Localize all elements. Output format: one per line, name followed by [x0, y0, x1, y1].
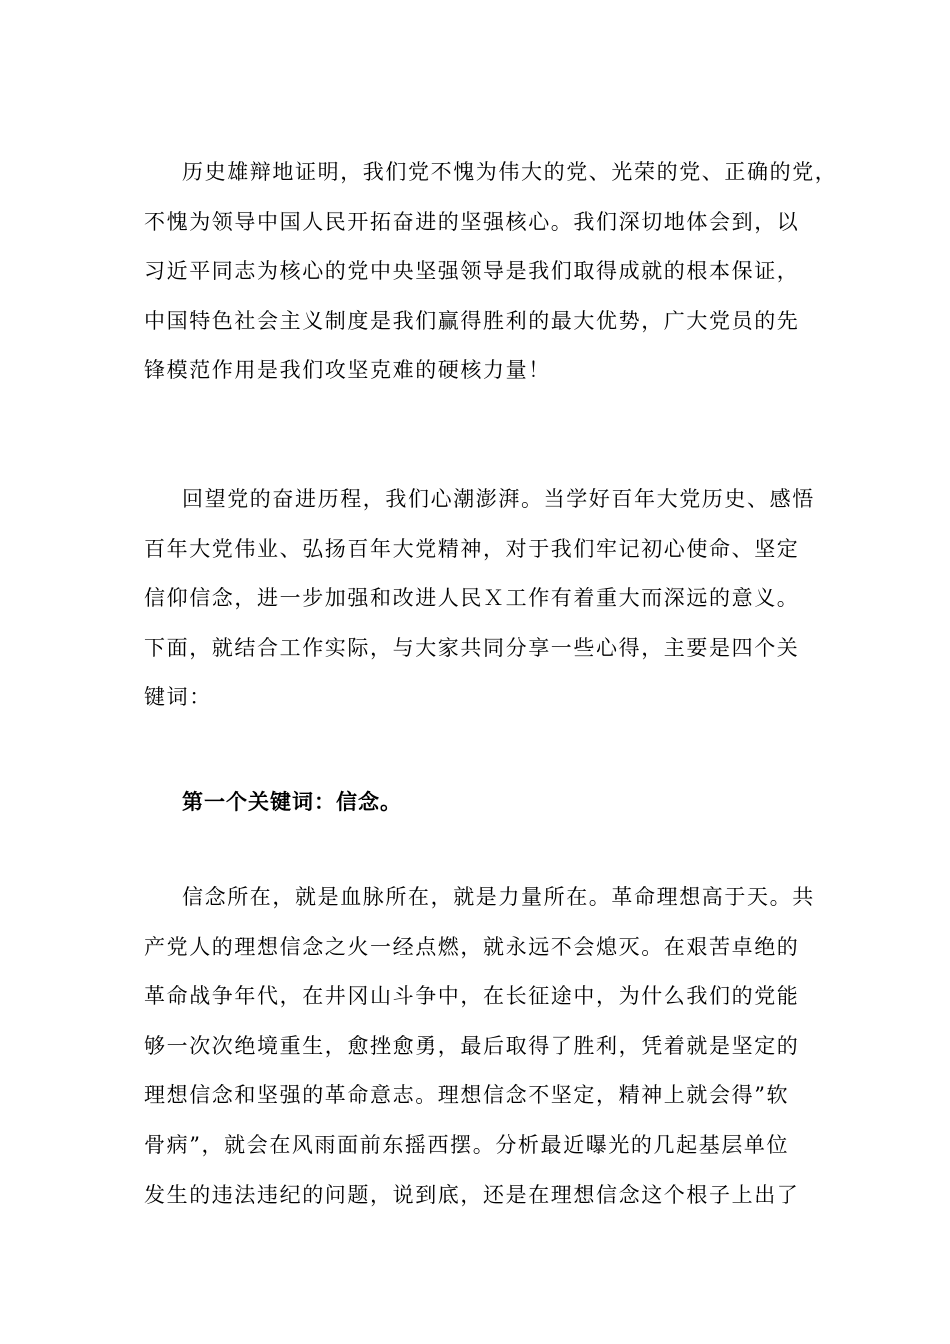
text-line: 习近平同志为核心的党中央坚强领导是我们取得成就的根本保证， [144, 259, 800, 284]
text-line: 百年大党伟业、弘扬百年大党精神，对于我们牢记初心使命、坚定 [144, 536, 800, 561]
text-line: 产党人的理想信念之火一经点燃，就永远不会熄灭。在艰苦卓绝的 [144, 934, 800, 959]
paragraph-history [144, 148, 838, 396]
text-line: 骨病”，就会在风雨面前东摇西摆。分析最近曝光的几起基层单位 [144, 1132, 790, 1157]
text-line: 革命战争年代，在井冈山斗争中，在长征途中，为什么我们的党能 [144, 984, 800, 1009]
text-line: 信仰信念，进一步加强和改进人民Ｘ工作有着重大而深远的意义。 [144, 586, 800, 611]
text-line: 键词： [144, 685, 212, 710]
text-line: 锋模范作用是我们攻坚克难的硬核力量！ [144, 358, 551, 383]
text-line: 历史雄辩地证明，我们党不愧为伟大的党、光荣的党、正确的党， [182, 160, 838, 184]
text-line: 理想信念和坚强的革命意志。理想信念不坚定，精神上就会得”软 [144, 1083, 790, 1108]
text-line: 发生的违法违纪的问题，说到底，还是在理想信念这个根子上出了 [144, 1182, 800, 1207]
text-line: 信念所在，就是血脉所在，就是力量所在。革命理想高于天。共 [182, 885, 815, 909]
text-line: 够一次次绝境重生，愈挫愈勇，最后取得了胜利，凭着就是坚定的 [144, 1033, 800, 1058]
text-line: 不愧为领导中国人民开拓奋进的坚强核心。我们深切地体会到，以 [144, 209, 800, 234]
text-line: 下面，就结合工作实际，与大家共同分享一些心得，主要是四个关 [144, 635, 800, 660]
heading-line: 第一个关键词：信念。 [182, 789, 402, 814]
paragraph-belief [144, 873, 824, 1220]
text-line: 回望党的奋进历程，我们心潮澎湃。当学好百年大党历史、感悟 [182, 487, 815, 511]
text-line: 中国特色社会主义制度是我们赢得胜利的最大优势，广大党员的先 [144, 308, 800, 333]
section-heading [144, 777, 824, 827]
paragraph-review [144, 475, 824, 723]
